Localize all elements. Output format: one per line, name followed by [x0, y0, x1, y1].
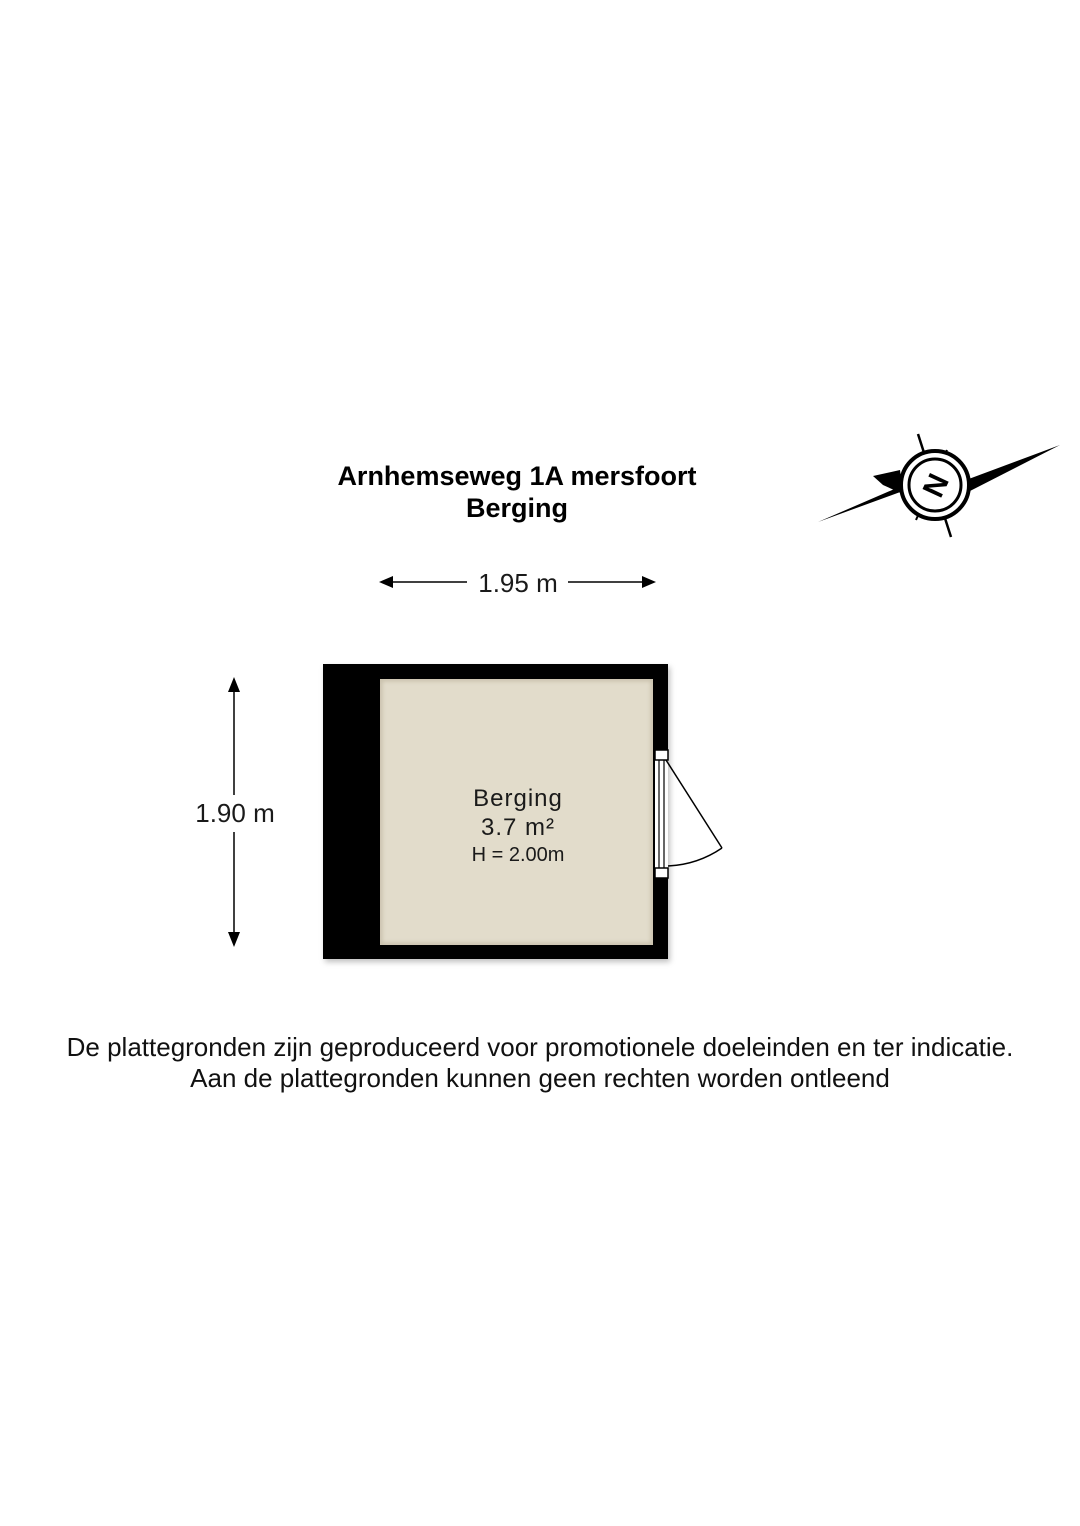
compass-rose-icon	[818, 434, 1060, 537]
width-dimension	[379, 568, 656, 598]
plan-title-floor: Berging	[465, 493, 568, 523]
width-dimension-label: 1.95 m	[478, 568, 558, 598]
room-floor	[380, 679, 653, 945]
room-area-label: 3.7 m²	[480, 814, 556, 841]
height-dimension	[195, 677, 275, 947]
disclaimer-line-2: Aan de plattegronden kunnen geen rechten worden ontleend	[190, 1063, 890, 1093]
plan-title-address: Arnhemseweg 1A mersfoort	[337, 461, 697, 491]
door	[655, 750, 722, 878]
disclaimer-line-1: De plattegronden zijn geproduceerd voor promotionele doeleinden en ter indicatie.	[66, 1032, 1014, 1062]
room-name-label: Berging	[473, 785, 563, 812]
compass-north-label: N	[916, 468, 956, 503]
room-height-label: H = 2.00m	[471, 844, 565, 866]
height-dimension-label: 1.90 m	[195, 798, 275, 828]
